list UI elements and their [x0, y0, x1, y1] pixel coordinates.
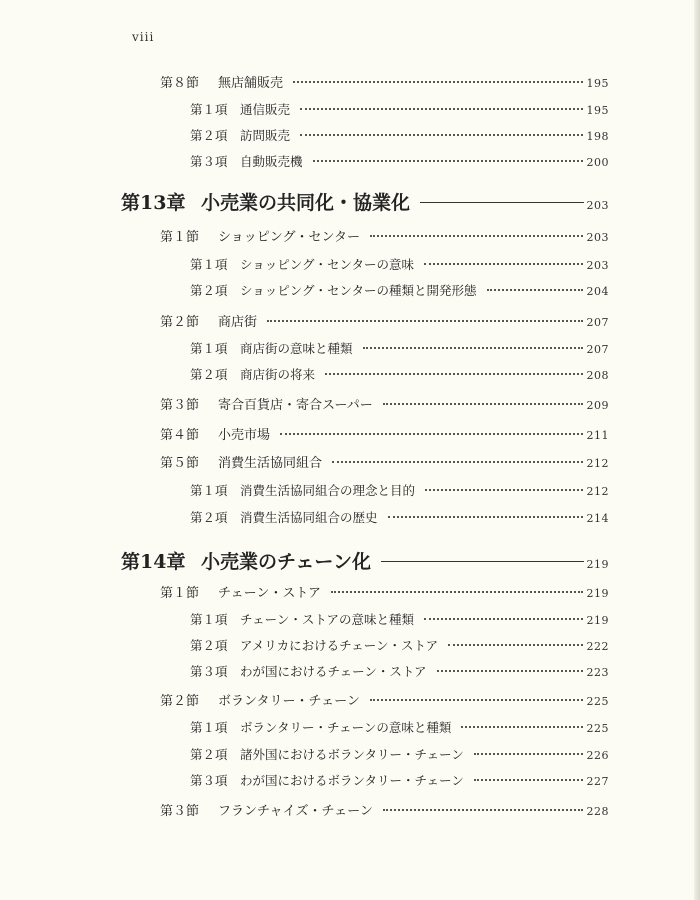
- dotted-leader: [280, 433, 582, 435]
- toc-section-row: [160, 424, 609, 443]
- toc-item-title: 商店街の将来: [240, 367, 316, 382]
- dotted-leader: [313, 160, 583, 162]
- toc-item-row: [190, 281, 609, 299]
- dotted-leader: [388, 516, 583, 518]
- toc-page-number: 198: [586, 130, 609, 143]
- toc-section-number: 第２節: [160, 694, 200, 709]
- toc-chapter-row: [121, 547, 609, 574]
- toc-page-number: 203: [586, 259, 609, 272]
- dotted-leader: [370, 235, 583, 237]
- page-folio: viii: [132, 30, 155, 44]
- toc-item-number: 第２項: [190, 747, 228, 762]
- toc-page-number: 225: [586, 695, 609, 708]
- toc-page-number: 207: [586, 316, 609, 329]
- toc-item-row: [190, 126, 609, 144]
- toc-page-number: 219: [586, 614, 609, 627]
- toc-section-row: [160, 800, 609, 819]
- toc-item-row: [190, 255, 609, 273]
- dotted-leader: [293, 81, 582, 83]
- toc-item-title: 消費生活協同組合の理念と目的: [240, 483, 416, 498]
- toc-section-number: 第８節: [160, 76, 200, 91]
- toc-item-number: 第２項: [190, 510, 228, 525]
- toc-section-title: ショッピング・センター: [218, 230, 360, 245]
- toc-page-number: 212: [586, 457, 609, 470]
- toc-section-number: 第２節: [160, 315, 200, 330]
- toc-section-number: 第３節: [160, 804, 200, 819]
- toc-page-number: 200: [586, 156, 609, 169]
- toc-item-title: 商店街の意味と種類: [240, 341, 353, 356]
- toc-chapter-title: 小売業のチェーン化: [201, 551, 372, 573]
- dotted-leader: [474, 753, 583, 755]
- toc-page-number: 222: [586, 640, 609, 653]
- toc-section-row: [160, 690, 609, 709]
- toc-item-number: 第３項: [190, 154, 228, 169]
- toc-page-number: 204: [586, 285, 609, 298]
- toc-item-row: [190, 481, 609, 499]
- toc-item-number: 第１項: [190, 102, 228, 117]
- toc-section-title: ボランタリー・チェーン: [218, 694, 360, 709]
- toc-section-row: [160, 394, 609, 413]
- toc-page-number: 226: [586, 749, 609, 762]
- dotted-leader: [425, 489, 582, 491]
- toc-item-number: 第１項: [190, 257, 228, 272]
- toc-section-row: [160, 72, 609, 91]
- toc-page-number: 211: [586, 429, 609, 442]
- toc-section-title: 消費生活協同組合: [218, 456, 323, 471]
- toc-item-title: 諸外国におけるボランタリー・チェーン: [240, 747, 464, 762]
- toc-item-row: [190, 745, 609, 763]
- toc-item-title: アメリカにおけるチェーン・ストア: [240, 638, 439, 653]
- toc-item-number: 第１項: [190, 341, 228, 356]
- dotted-leader: [424, 618, 582, 620]
- toc-item-number: 第２項: [190, 367, 228, 382]
- toc-page-number: 227: [586, 775, 609, 788]
- dotted-leader: [363, 347, 583, 349]
- toc-section-number: 第１節: [160, 230, 200, 245]
- toc-item-row: [190, 100, 609, 118]
- dotted-leader: [300, 108, 582, 110]
- toc-page-number: 209: [586, 399, 609, 412]
- toc-item-number: 第１項: [190, 612, 228, 627]
- toc-section-row: [160, 582, 609, 601]
- toc-chapter-title: 小売業の共同化・協業化: [201, 192, 411, 214]
- toc-page-number: 207: [586, 343, 609, 356]
- toc-item-row: [190, 508, 609, 526]
- toc-item-number: 第２項: [190, 638, 228, 653]
- dotted-leader: [461, 726, 582, 728]
- toc-section-number: 第１節: [160, 586, 200, 601]
- dotted-leader: [300, 134, 582, 136]
- toc-item-number: 第１項: [190, 483, 228, 498]
- toc-section-number: 第４節: [160, 428, 200, 443]
- toc-item-row: [190, 152, 609, 170]
- toc-chapter-number: 第14章: [121, 551, 186, 573]
- toc-item-number: 第１項: [190, 720, 228, 735]
- dotted-leader: [487, 289, 583, 291]
- toc-item-number: 第２項: [190, 283, 228, 298]
- toc-page-number: 225: [586, 722, 609, 735]
- toc-item-title: 通信販売: [240, 102, 291, 117]
- toc-page-number: 219: [586, 587, 609, 600]
- toc-item-row: [190, 771, 609, 789]
- toc-item-title: 消費生活協同組合の歴史: [240, 510, 378, 525]
- toc-section-title: チェーン・ストア: [218, 586, 321, 601]
- dotted-leader: [267, 320, 582, 322]
- dotted-leader: [474, 779, 583, 781]
- toc-item-title: 訪問販売: [240, 128, 291, 143]
- toc-item-title: ショッピング・センターの意味: [240, 257, 415, 272]
- toc-section-row: [160, 226, 609, 245]
- dotted-leader: [325, 373, 582, 375]
- toc-chapter-row: [121, 188, 609, 215]
- toc-item-title: 自動販売機: [240, 154, 303, 169]
- dotted-leader: [383, 403, 583, 405]
- toc-section-number: 第３節: [160, 398, 200, 413]
- chapter-rule-leader: [420, 202, 583, 203]
- dotted-leader: [332, 461, 582, 463]
- toc-section-title: 寄合百貨店・寄合スーパー: [218, 398, 373, 413]
- toc-page-number: 228: [586, 805, 609, 818]
- toc-item-row: [190, 636, 609, 654]
- dotted-leader: [424, 263, 582, 265]
- toc-section-row: [160, 311, 609, 330]
- toc-section-number: 第５節: [160, 456, 200, 471]
- dotted-leader: [383, 809, 583, 811]
- toc-item-number: 第３項: [190, 773, 228, 788]
- toc-section-title: 小売市場: [218, 428, 271, 443]
- toc-item-title: ボランタリー・チェーンの意味と種類: [240, 720, 452, 735]
- toc-page-number: 212: [586, 485, 609, 498]
- toc-page-number: 214: [586, 512, 609, 525]
- toc-item-number: 第３項: [190, 664, 228, 679]
- toc-page-number: 223: [586, 666, 609, 679]
- toc-page-number: 219: [586, 558, 609, 571]
- toc-item-row: [190, 718, 609, 736]
- chapter-rule-leader: [381, 561, 583, 562]
- toc-item-title: わが国におけるボランタリー・チェーン: [240, 773, 464, 788]
- toc-page-number: 195: [586, 104, 609, 117]
- toc-item-title: ショッピング・センターの種類と開発形態: [240, 283, 477, 298]
- toc-page-number: 208: [586, 369, 609, 382]
- toc-section-row: [160, 452, 609, 471]
- toc-item-row: [190, 365, 609, 383]
- toc-item-title: わが国におけるチェーン・ストア: [240, 664, 427, 679]
- dotted-leader: [437, 670, 583, 672]
- toc-section-title: 無店舗販売: [218, 76, 284, 91]
- toc-item-row: [190, 662, 609, 680]
- toc-item-row: [190, 610, 609, 628]
- toc-chapter-number: 第13章: [121, 192, 186, 214]
- toc-page-number: 203: [586, 231, 609, 244]
- toc-section-title: 商店街: [218, 315, 258, 330]
- toc-item-row: [190, 339, 609, 357]
- dotted-leader: [331, 591, 583, 593]
- toc-item-title: チェーン・ストアの意味と種類: [240, 612, 415, 627]
- dotted-leader: [448, 644, 582, 646]
- dotted-leader: [370, 699, 583, 701]
- toc-item-number: 第２項: [190, 128, 228, 143]
- toc-section-title: フランチャイズ・チェーン: [218, 804, 373, 819]
- toc-page-number: 203: [586, 199, 609, 212]
- toc-page-number: 195: [586, 77, 609, 90]
